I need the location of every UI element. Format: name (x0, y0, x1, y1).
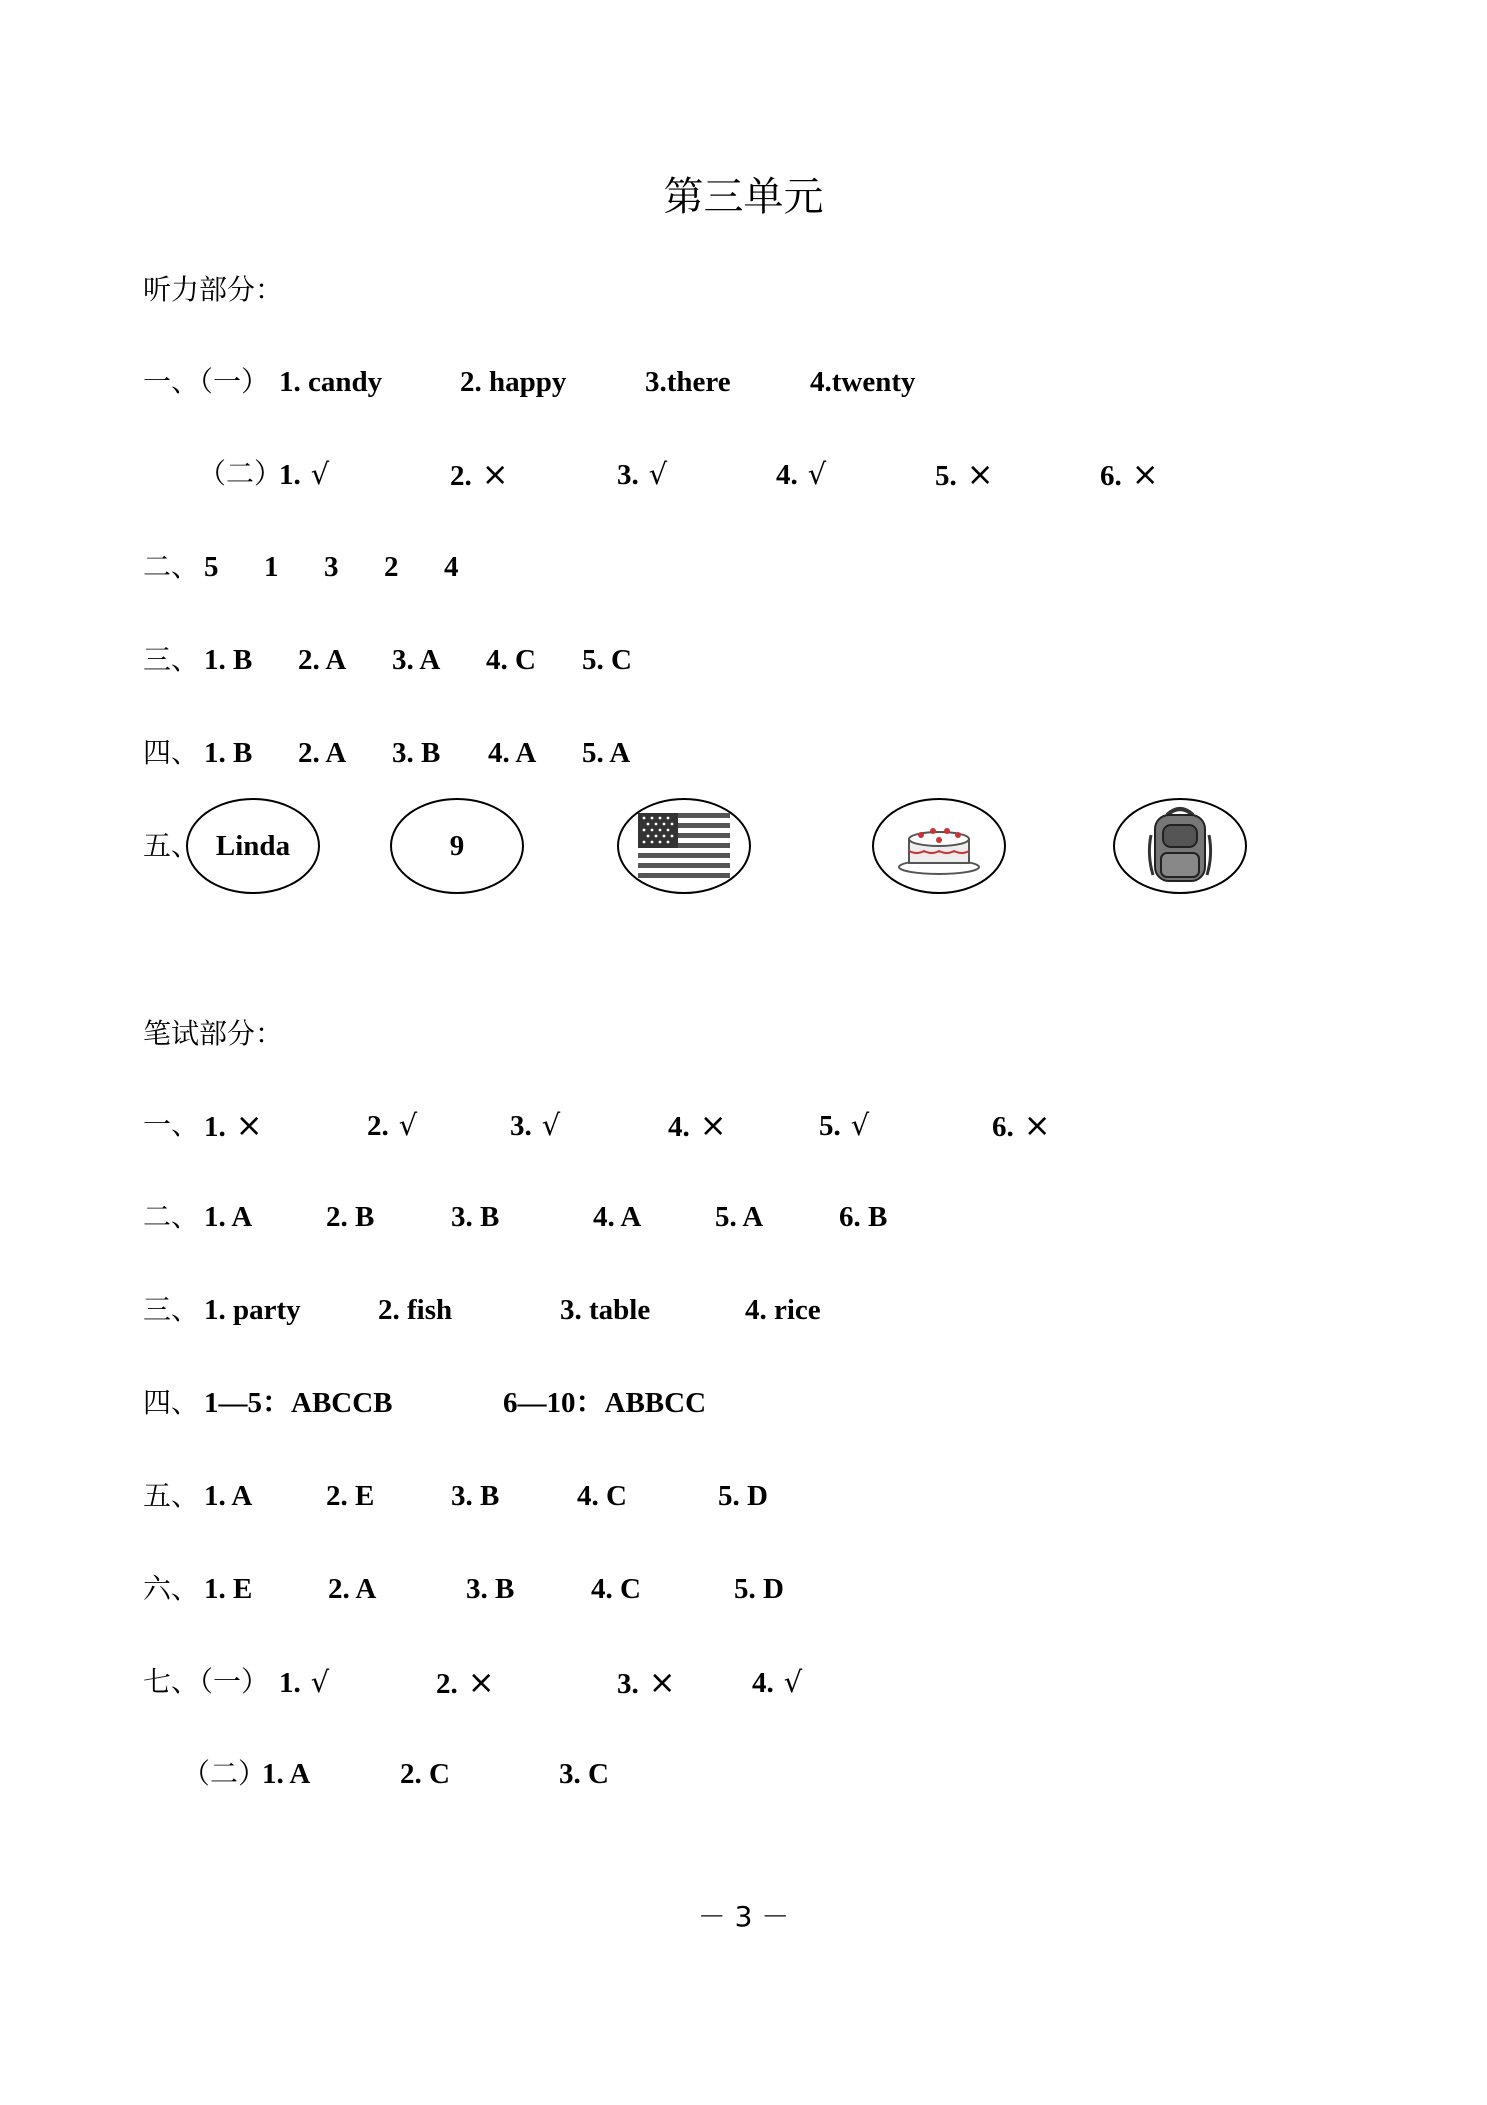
answer-item (279, 454, 329, 495)
answer-item (367, 1105, 417, 1146)
written-q6 (0, 1569, 1487, 1609)
answer-item (617, 454, 667, 495)
answer-item: 5. A (582, 737, 631, 769)
answer-item (1100, 454, 1159, 496)
written-heading: 笔试部分： (143, 1017, 284, 1050)
check-mark: √ (541, 1108, 561, 1142)
check-mark: √ (310, 1665, 330, 1699)
listening-q1 (0, 362, 1487, 402)
question-prefix: 五、 (143, 829, 200, 862)
listening-q3 (0, 640, 1487, 680)
answer-item: 3. B (392, 737, 441, 769)
question-prefix: 七、（一） (143, 1665, 270, 1698)
answer-item: 5. C (582, 644, 632, 676)
answer-item (436, 1662, 495, 1704)
answer-item: 4. A (488, 737, 537, 769)
answer-item: 5. D (734, 1573, 784, 1605)
answer-number: 3. (617, 459, 639, 491)
answer-item: 4. rice (745, 1294, 821, 1326)
question-prefix: （二） (198, 457, 283, 490)
question-prefix: 二、 (143, 550, 200, 583)
cross-mark: × (467, 1663, 495, 1701)
written-q7 (0, 1662, 1487, 1702)
question-prefix: 六、 (143, 1572, 200, 1605)
answer-item (819, 1105, 869, 1146)
answer-item (617, 1662, 676, 1704)
answer-item: 5. D (718, 1480, 768, 1512)
backpack-icon (1145, 805, 1215, 887)
answer-item (510, 1105, 560, 1146)
answer-number: 1. (279, 1667, 301, 1699)
answer-item: 5 (204, 551, 219, 583)
page-title: 第三单元 (663, 174, 824, 220)
answer-number: 1. (204, 1111, 226, 1143)
answer-item: 3. B (451, 1480, 500, 1512)
us-flag-icon (638, 813, 730, 879)
answer-oval-name (186, 798, 320, 894)
answer-number: 4. (776, 459, 798, 491)
written-q4 (0, 1383, 1487, 1423)
answer-item: 6. B (839, 1201, 888, 1233)
answer-item: 2. A (328, 1573, 377, 1605)
answer-item: 3.there (645, 366, 731, 398)
answer-item (992, 1105, 1051, 1147)
answer-number: 4. (752, 1667, 774, 1699)
cross-mark: × (966, 455, 994, 493)
answer-item (776, 454, 826, 495)
cross-mark: × (699, 1106, 727, 1144)
written-q3 (0, 1290, 1487, 1330)
answer-oval-cake (872, 798, 1006, 894)
answer-age: 9 (449, 829, 465, 862)
check-mark: √ (850, 1108, 870, 1142)
answer-item: 4. C (486, 644, 536, 676)
answer-number: 2. (367, 1110, 389, 1142)
question-prefix: 一、 (143, 1108, 200, 1141)
question-prefix: 三、 (143, 1293, 200, 1326)
answer-number: 3. (510, 1110, 532, 1142)
answer-name: Linda (215, 829, 291, 862)
answer-item: 4. A (593, 1201, 642, 1233)
answer-number: 1. (279, 459, 301, 491)
answer-number: 5. (935, 460, 957, 492)
question-prefix: 四、 (143, 1386, 200, 1419)
question-prefix: 三、 (143, 643, 200, 676)
answer-item (668, 1105, 727, 1147)
answer-item: 3. A (392, 644, 441, 676)
answer-oval-flag (617, 798, 751, 894)
answer-item: 2. happy (460, 366, 567, 398)
answer-item: 2. A (298, 644, 347, 676)
answer-item: 1. B (204, 644, 253, 676)
answer-item: 1 (264, 551, 279, 583)
answer-number: 3. (617, 1668, 639, 1700)
answer-item: 1. B (204, 737, 253, 769)
question-prefix: （二） (182, 1757, 267, 1790)
written-q7-part2 (0, 1754, 1487, 1794)
answer-item: 2. B (326, 1201, 375, 1233)
answer-item: 3. table (560, 1294, 651, 1326)
answer-number: 2. (450, 460, 472, 492)
check-mark: √ (398, 1108, 418, 1142)
answer-item: 2 (384, 551, 399, 583)
answer-item: 2. A (298, 737, 347, 769)
answer-number: 6. (992, 1111, 1014, 1143)
answer-item: 1—5：ABCCB (204, 1387, 393, 1419)
answer-item: 4 (444, 551, 459, 583)
written-q5 (0, 1476, 1487, 1516)
question-prefix: 五、 (143, 1479, 200, 1512)
answer-item: 4. C (577, 1480, 627, 1512)
cross-mark: × (481, 455, 509, 493)
answer-item (204, 1105, 263, 1147)
answer-item: 1. party (204, 1294, 301, 1326)
written-q1 (0, 1105, 1487, 1145)
answer-oval-backpack (1113, 798, 1247, 894)
answer-item: 1. E (204, 1573, 253, 1605)
cross-mark: × (1023, 1106, 1051, 1144)
answer-item: 1. A (204, 1201, 253, 1233)
listening-q4 (0, 733, 1487, 773)
cross-mark: × (648, 1663, 676, 1701)
written-q2 (0, 1197, 1487, 1237)
listening-q1-part2 (0, 454, 1487, 494)
answer-item (752, 1662, 802, 1703)
birthday-cake-icon (897, 815, 981, 877)
answer-item: 3. C (559, 1758, 609, 1790)
question-prefix: 四、 (143, 736, 200, 769)
answer-item: 4.twenty (810, 366, 916, 398)
answer-item: 2. fish (378, 1294, 453, 1326)
question-prefix: 一、（一） (143, 365, 270, 398)
answer-item: 2. C (400, 1758, 450, 1790)
answer-item: 4. C (591, 1573, 641, 1605)
answer-number: 2. (436, 1668, 458, 1700)
check-mark: √ (310, 457, 330, 491)
answer-item: 1. A (262, 1758, 311, 1790)
check-mark: √ (783, 1665, 803, 1699)
answer-item: 1. candy (279, 366, 383, 398)
answer-item: 6—10：ABBCC (503, 1387, 707, 1419)
answer-item (450, 454, 509, 496)
question-prefix: 二、 (143, 1200, 200, 1233)
check-mark: √ (648, 457, 668, 491)
cross-mark: × (1131, 455, 1159, 493)
answer-item (279, 1662, 329, 1703)
answer-item: 2. E (326, 1480, 375, 1512)
answer-item: 3. B (451, 1201, 500, 1233)
answer-item: 5. A (715, 1201, 764, 1233)
cross-mark: × (235, 1106, 263, 1144)
answer-oval-age (390, 798, 524, 894)
answer-item: 3. B (466, 1573, 515, 1605)
page-number: － 3 － (697, 1900, 790, 1933)
answer-number: 6. (1100, 460, 1122, 492)
listening-heading: 听力部分： (143, 273, 284, 306)
listening-q2 (0, 547, 1487, 587)
answer-item (935, 454, 994, 496)
check-mark: √ (807, 457, 827, 491)
answer-number: 5. (819, 1110, 841, 1142)
answer-item: 1. A (204, 1480, 253, 1512)
answer-number: 4. (668, 1111, 690, 1143)
answer-item: 3 (324, 551, 339, 583)
